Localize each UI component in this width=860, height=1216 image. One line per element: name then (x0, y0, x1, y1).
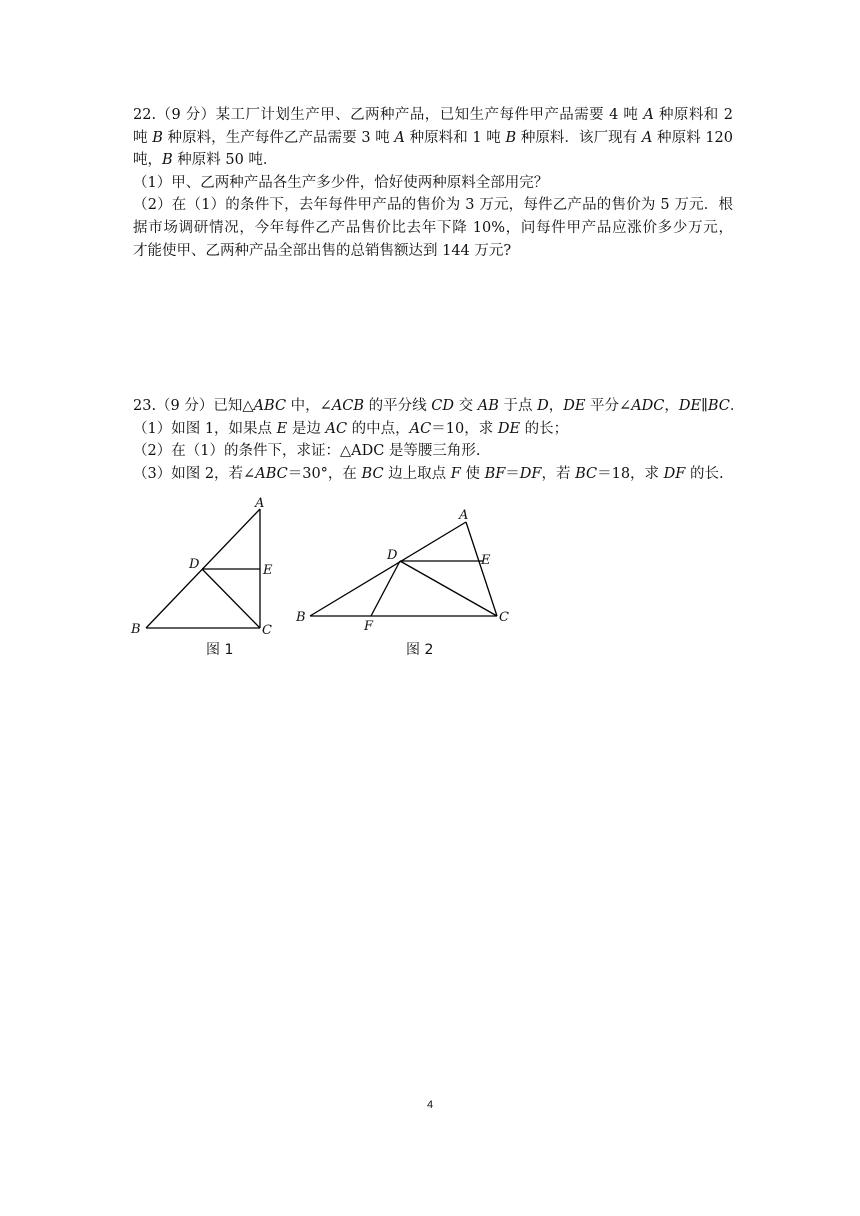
point-label-b: B (131, 622, 141, 637)
math-variable: DE (678, 398, 702, 414)
math-variable: ABC (253, 398, 287, 414)
point-label-a: A (255, 496, 265, 511)
math-variable: AC (409, 420, 432, 437)
point-label-e: E (263, 563, 273, 578)
math-variable: DF (519, 465, 542, 482)
question-22-line: 才能使甲、乙两种产品全部出售的总销售额达到 144 万元? (133, 242, 512, 259)
point-label-b: B (296, 610, 306, 625)
math-variable: BF (484, 465, 506, 482)
point-label-d: D (189, 557, 200, 572)
point-label-c: C (262, 623, 272, 638)
math-variable: BC (707, 398, 730, 414)
page-number: 4 (426, 1099, 434, 1111)
question-23-part-2: （2）在（1）的条件下，求证：△ADC 是等腰三角形. (133, 443, 481, 460)
question-22-line: 吨 B 种原料，生产每件乙产品需要 3 吨 A 种原料和 1 吨 B 种原料．该厂现有 A 种原料 120 (133, 129, 734, 146)
math-variable: B (152, 129, 163, 146)
math-variable: DF (663, 465, 686, 482)
point-label-a: A (459, 508, 469, 523)
math-variable: D (537, 398, 549, 414)
segment-df (371, 561, 400, 616)
question-23-part-1: （1）如图 1，如果点 E 是边 AC 的中点，AC＝10，求 DE 的长； (133, 420, 569, 437)
math-variable: E (276, 420, 288, 437)
question-23-part-3: （3）如图 2，若∠ABC＝30°，在 BC 边上取点 F 使 BF＝DF，若 BC＝18，求 DF 的长. (133, 465, 724, 482)
question-22-part-2: （2）在（1）的条件下，去年每件甲产品的售价为 3 万元，每件乙产品的售价为 5 万元．根 (133, 197, 733, 214)
point-label-e: E (481, 553, 491, 568)
figure-1-caption: 图 1 (206, 642, 234, 658)
math-variable: DE (497, 420, 521, 437)
math-variable: ABC (255, 465, 288, 482)
math-variable: CD (431, 398, 454, 414)
figure-2-caption: 图 2 (406, 642, 434, 658)
math-variable: ACB (331, 398, 365, 414)
math-variable: AB (477, 398, 499, 414)
question-23-stem: 23.（9 分）已知△ABC 中，∠ACB 的平分线 CD 交 AB 于点 D，DE 平分∠ADC，DE∥BC． (133, 398, 745, 414)
math-variable: A (641, 129, 653, 146)
question-22-line: 吨，B 种原料 50 吨． (133, 152, 278, 169)
question-22-line: 据市场调研情况，今年每件乙产品售价比去年下降 10%，问每件甲产品应涨价多少万元， (133, 219, 733, 236)
segment-ba (310, 522, 466, 616)
math-variable: BC (361, 465, 384, 482)
math-variable: A (643, 107, 654, 123)
point-label-c: C (499, 610, 509, 625)
segment-ac (466, 522, 497, 616)
point-label-f: F (364, 619, 374, 634)
math-variable: F (450, 465, 461, 482)
math-variable: A (394, 129, 405, 146)
math-variable: B (162, 152, 173, 169)
math-variable: AC (325, 420, 348, 437)
math-variable: B (505, 129, 517, 146)
math-variable: DE (563, 398, 586, 414)
segment-dc (400, 561, 497, 616)
math-variable: ADC (631, 398, 665, 414)
question-22-part-1: （1）甲、乙两种产品各生产多少件，恰好使两种原料全部用完？ (133, 174, 549, 191)
point-label-d: D (387, 548, 398, 563)
question-22-line: 22.（9 分）某工厂计划生产甲、乙两种产品，已知生产每件甲产品需要 4 吨 A 种原料和 2 (133, 107, 733, 123)
math-variable: BC (575, 465, 598, 482)
